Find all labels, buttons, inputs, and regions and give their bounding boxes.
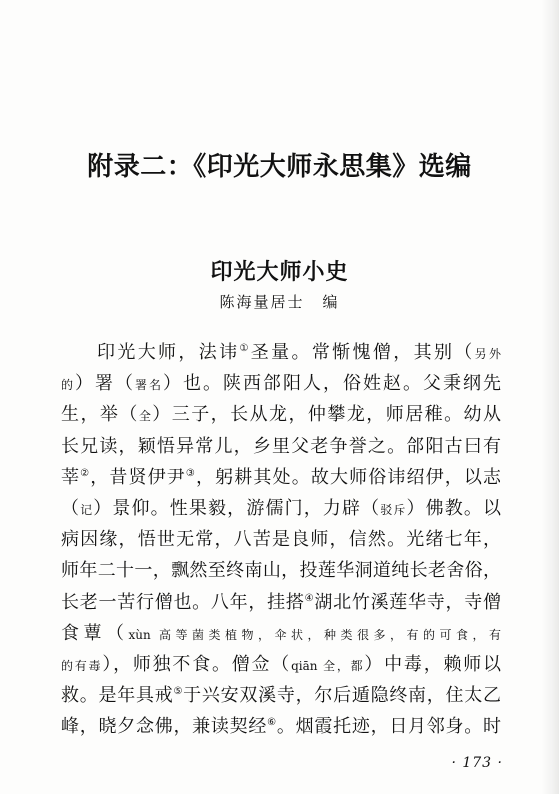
- appendix-title: 附录二：《印光大师永思集》选编: [87, 152, 472, 182]
- text-run: ）中毒，赖师以: [364, 653, 501, 675]
- text-run: ，躬耕其处。故大师俗讳绍伊，以志: [196, 466, 501, 488]
- text-run: 师年二十一，飘然至终南山，投莲华洞道纯长老舍俗，: [61, 560, 501, 582]
- inline-annotation: 另外: [474, 347, 501, 361]
- text-run: ，昔贤伊尹: [90, 466, 186, 488]
- inline-annotation: 驳斥: [380, 502, 407, 517]
- text-line: [61, 431, 501, 462]
- text-run: 。烟霞托迹，日月邻身。时: [276, 716, 501, 738]
- text-line: [61, 337, 501, 368]
- text-line: [61, 649, 501, 680]
- article-title: 印光大师小史: [210, 259, 349, 285]
- text-line: [61, 462, 501, 493]
- text-run: 食蕈（: [61, 622, 129, 644]
- text-line: [61, 399, 501, 430]
- text-run: ）也。陕西郃阳人，俗姓赵。父秉纲先: [163, 373, 501, 395]
- text-run: ）三子，长从龙，仲攀龙，师居稚。幼从: [152, 404, 501, 426]
- text-run: 生，举（: [61, 404, 139, 426]
- footnote-marker: ⑤: [173, 686, 184, 698]
- inline-annotation: 的: [61, 378, 75, 393]
- text-run: 救。是年具戒: [61, 685, 174, 707]
- text-run: ），师独不食。僧佥（: [102, 653, 292, 675]
- text-run: 莘: [61, 466, 81, 488]
- text-run: ）佛教。以: [406, 497, 501, 519]
- text-run: 峰，晓夕念佛，兼读契经: [61, 716, 268, 738]
- inline-annotation: qiān 全，都: [291, 658, 365, 673]
- text-run: 长兄读，颖悟异常儿，乡里父老争誉之。郃阳古曰有: [61, 435, 501, 457]
- text-line: [61, 680, 501, 711]
- inline-annotation: 的有毒: [61, 658, 103, 673]
- text-run: 湖北竹溪莲华寺，寺僧: [314, 591, 501, 613]
- text-run: 病因缘，悟世无常，八苦是良师，信然。光绪七年，: [61, 529, 501, 551]
- page-number: · 173 ·: [451, 755, 503, 771]
- text-line: [61, 618, 501, 649]
- byline-role: 编: [322, 293, 340, 311]
- inline-annotation: 记: [80, 502, 94, 517]
- byline-author: 陈海量居士: [219, 293, 305, 311]
- page-gutter-shadow: [541, 0, 559, 794]
- text-run: ）景仰。性果毅，游儒门，力辟（: [93, 497, 381, 519]
- text-run: 长老一苦行僧也。八年，挂搭: [61, 591, 305, 613]
- text-run: 印光大师，法讳: [97, 342, 240, 363]
- text-line: [61, 368, 501, 399]
- text-line: [61, 555, 501, 586]
- text-line: [61, 587, 501, 618]
- text-run: 于兴安双溪寺，尔后遁隐终南，住太乙: [183, 685, 501, 707]
- footnote-marker: ④: [304, 592, 315, 604]
- body-text: [61, 337, 501, 742]
- text-line: [61, 524, 501, 555]
- inline-annotation: xùn 高等菌类植物，伞状，种类很多，有的可食，有: [128, 627, 501, 642]
- text-line: [61, 493, 501, 524]
- text-run: （: [61, 497, 81, 519]
- text-run: 圣量。常惭愧僧，其别（: [250, 342, 475, 363]
- byline: [0, 291, 559, 312]
- inline-annotation: 署名: [135, 378, 163, 393]
- text-run: ）署（: [75, 373, 135, 395]
- inline-annotation: 全: [138, 409, 153, 424]
- footnote-marker: ②: [80, 467, 91, 479]
- footnote-marker: ③: [185, 467, 197, 479]
- footnote-marker: ⑥: [267, 717, 277, 729]
- footnote-marker: ①: [239, 343, 251, 354]
- text-line: [61, 711, 501, 742]
